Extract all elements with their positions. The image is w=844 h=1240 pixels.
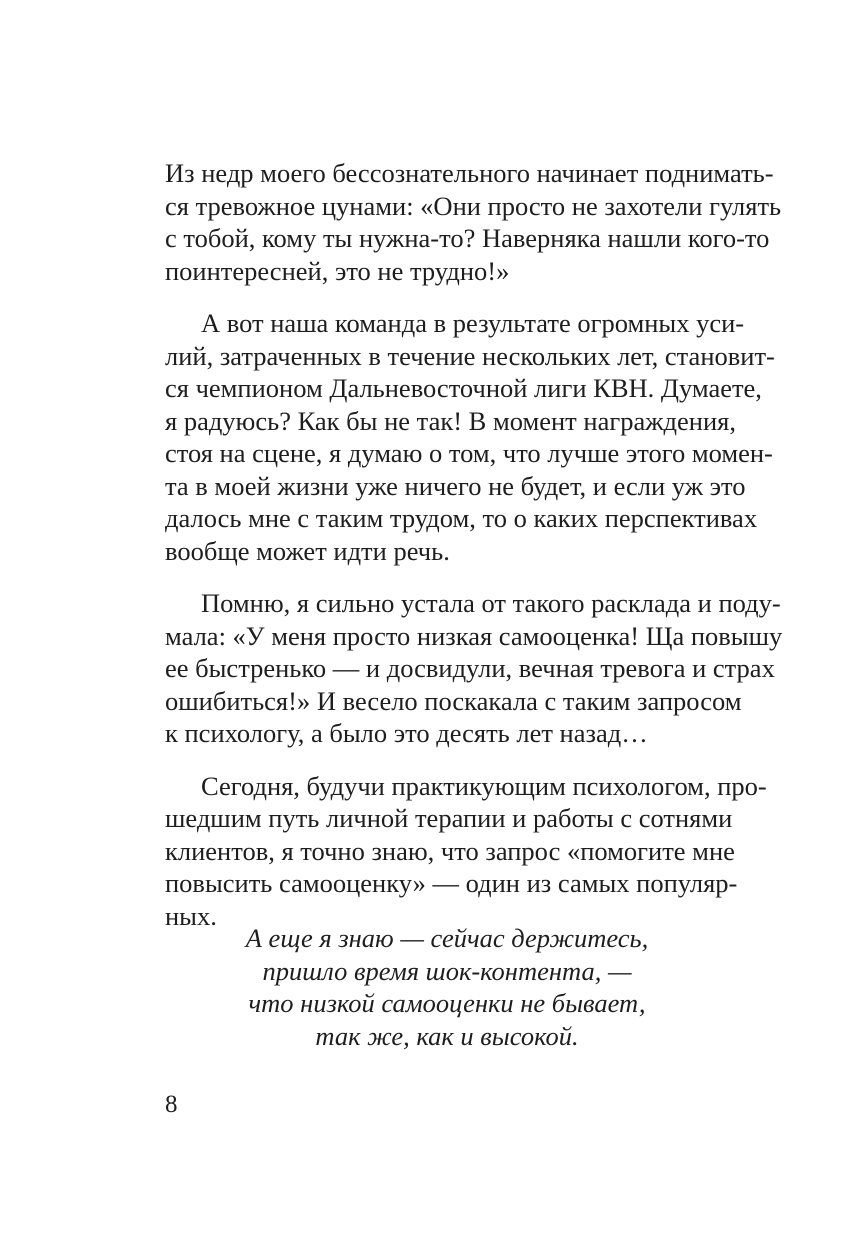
text-line: А вот наша команда в результате огромных уси- <box>201 308 745 338</box>
text-line: ся чемпионом Дальневосточной лиги КВН. Думаете, <box>165 373 762 403</box>
text-line: вообще может идти речь. <box>165 535 450 566</box>
text-line: к психологу, а было это десять лет назад… <box>165 718 648 748</box>
text-line: шедшим путь личной терапии и работы с сотнями <box>165 803 733 833</box>
quote-line: что низкой самооценки не бывает, <box>248 988 646 1018</box>
text-line: я радуюсь? Как бы не так! В момент награждения, <box>165 405 736 436</box>
text-line: стоя на сцене, я думаю о том, что лучше этого момен- <box>165 438 773 468</box>
paragraph-4 <box>165 770 767 933</box>
text-line: лий, затраченных в течение нескольких лет, становит- <box>165 340 775 371</box>
quote-line: А еще я знаю — сейчас держитесь, <box>245 923 649 953</box>
text-line: с тобой, кому ты нужна-то? Наверняка нашли кого-то <box>165 223 770 253</box>
text-line: Сегодня, будучи практикующим психологом, про- <box>201 770 767 801</box>
text-line: повысить самооценку» — один из самых популяр- <box>165 868 738 898</box>
text-line: Из недр моего бессознательного начинает поднимать- <box>165 158 774 188</box>
text-line: ошибиться!» И весело поскакала с таким запросом <box>165 685 742 716</box>
text-line: далось мне с таким трудом, то о каких перспективах <box>165 503 758 533</box>
text-line: клиентов, я точно знаю, что запрос «помогите мне <box>165 835 735 866</box>
text-line: ных. <box>165 900 217 931</box>
paragraph-2 <box>165 307 775 567</box>
paragraph-1 <box>165 157 782 287</box>
page-number: 8 <box>165 1091 178 1118</box>
pull-quote <box>165 922 729 1052</box>
text-line: ся тревожное цунами: «Они просто не захотели гулять <box>165 190 782 221</box>
body-text <box>165 157 783 952</box>
quote-line: пришло время шок-контента, — <box>262 955 632 986</box>
quote-line: так же, как и высокой. <box>315 1020 579 1051</box>
text-line: мала: «У меня просто низкая самооценка! Ща повышу <box>165 620 783 651</box>
paragraph-3 <box>165 587 783 750</box>
text-line: поинтересней, это не трудно!» <box>165 255 510 286</box>
text-line: ее быстренько — и досвидули, вечная тревога и страх <box>165 653 775 683</box>
text-line: та в моей жизни уже ничего не будет, и если уж это <box>165 470 746 501</box>
text-line: Помню, я сильно устала от такого расклада и поду- <box>201 588 781 618</box>
